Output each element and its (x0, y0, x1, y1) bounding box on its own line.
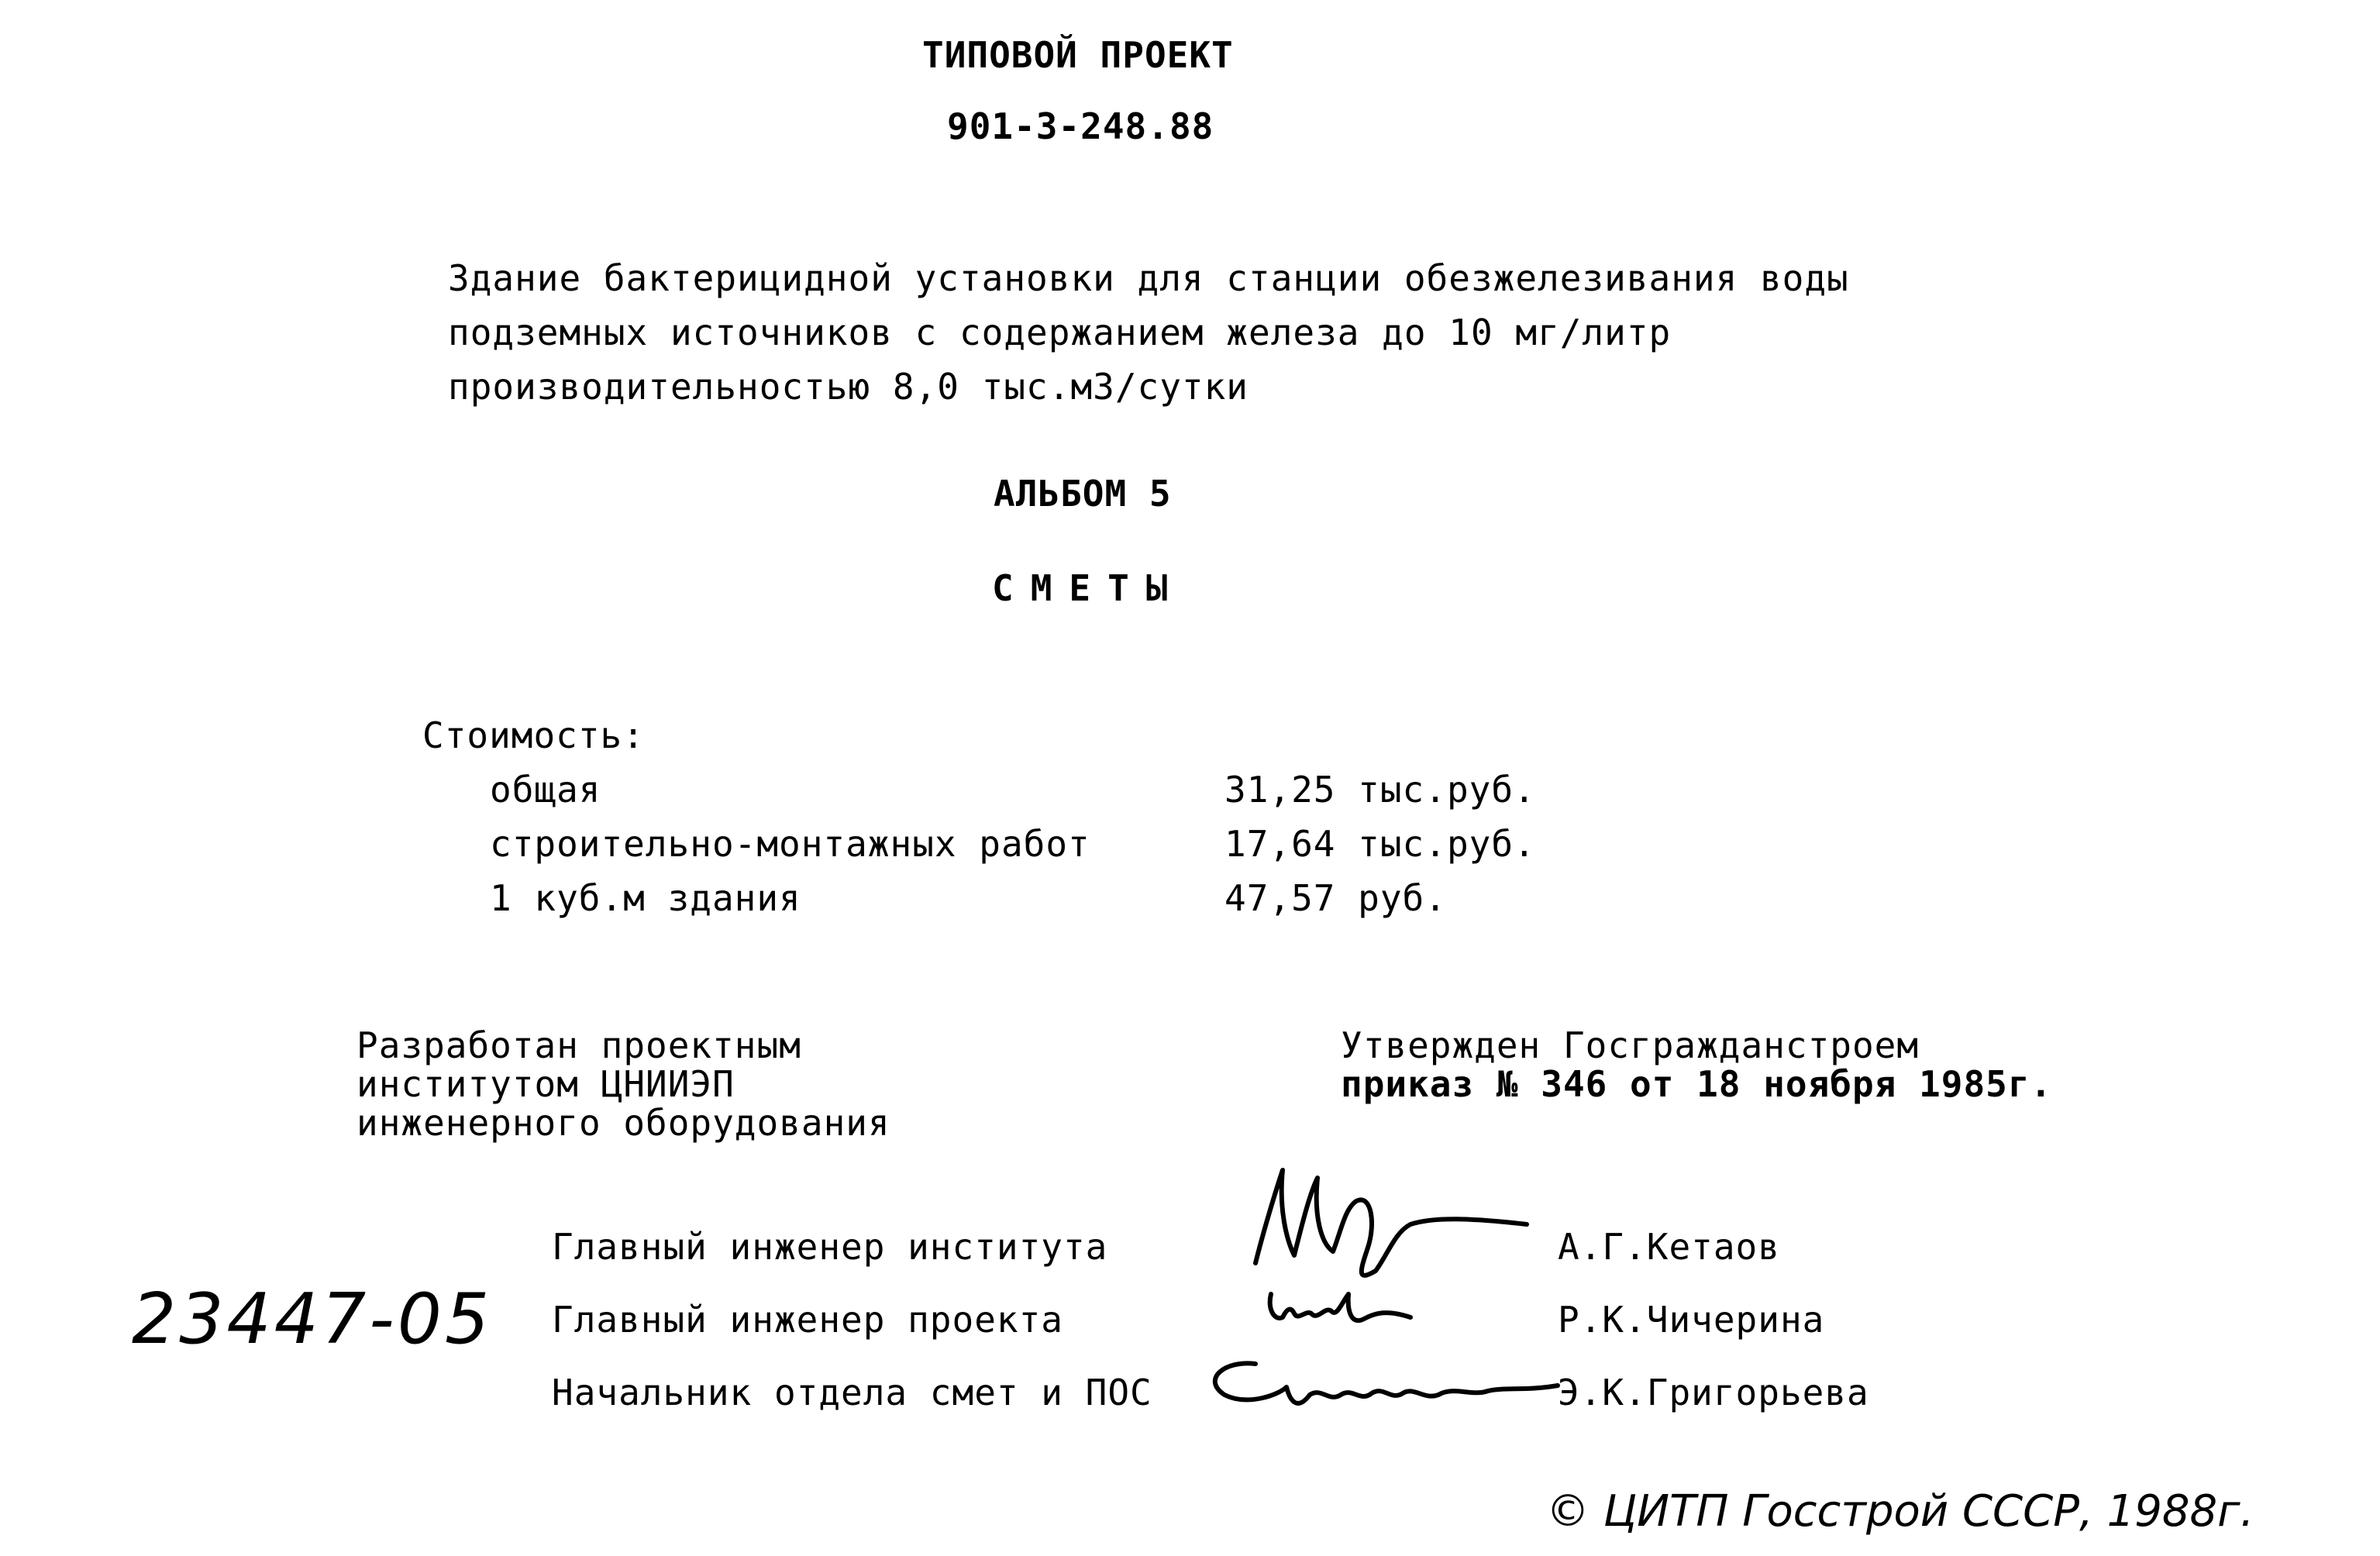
signature-2 (1255, 1279, 1426, 1341)
cost-value-per-m3: 47,57 руб. (1224, 877, 1447, 919)
signature-1 (1240, 1147, 1534, 1294)
cost-label-construction: строительно-монтажных работ (490, 823, 1090, 865)
section-title: СМЕТЫ (992, 567, 1185, 609)
signatory-position-1: Главный инженер института (552, 1226, 1108, 1268)
description-line-2: подземных источников с содержанием железа до 10 мг/литр (448, 312, 1672, 353)
developer-line-3: инженерного оборудования (356, 1102, 890, 1144)
cost-label-total: общая (490, 769, 601, 811)
signatory-name-3: Э.К.Григорьева (1558, 1372, 1869, 1413)
developer-line-2: институтом ЦНИИЭП (356, 1063, 735, 1105)
developer-line-1: Разработан проектным (356, 1024, 801, 1066)
cost-title: Стоимость: (422, 714, 645, 756)
signatory-name-1: А.Г.Кетаов (1558, 1226, 1780, 1268)
description-line-1: Здание бактерицидной установки для станции обезжелезивания воды (448, 257, 1849, 299)
approval-line-2: приказ № 346 от 18 ноября 1985г. (1341, 1063, 2053, 1105)
signature-3 (1193, 1348, 1565, 1434)
inventory-number: 23447-05 (132, 1279, 493, 1360)
description-line-3: производительностью 8,0 тыс.м3/сутки (448, 366, 1249, 408)
approval-line-1: Утвержден Госгражданстроем (1341, 1024, 1920, 1066)
album-title: АЛЬБОМ 5 (994, 473, 1172, 515)
copyright-note: © ЦИТП Госстрой СССР, 1988г. (1546, 1486, 2254, 1537)
project-number: 901-3-248.88 (947, 105, 1214, 147)
cost-value-construction: 17,64 тыс.руб. (1224, 823, 1536, 865)
cost-value-total: 31,25 тыс.руб. (1224, 769, 1536, 811)
signatory-position-2: Главный инженер проекта (552, 1299, 1063, 1341)
cost-label-per-m3: 1 куб.м здания (490, 877, 801, 919)
series-title: ТИПОВОЙ ПРОЕКТ (922, 34, 1234, 76)
signatory-name-2: Р.К.Чичерина (1558, 1299, 1825, 1341)
signatory-position-3: Начальник отдела смет и ПОС (552, 1372, 1152, 1413)
